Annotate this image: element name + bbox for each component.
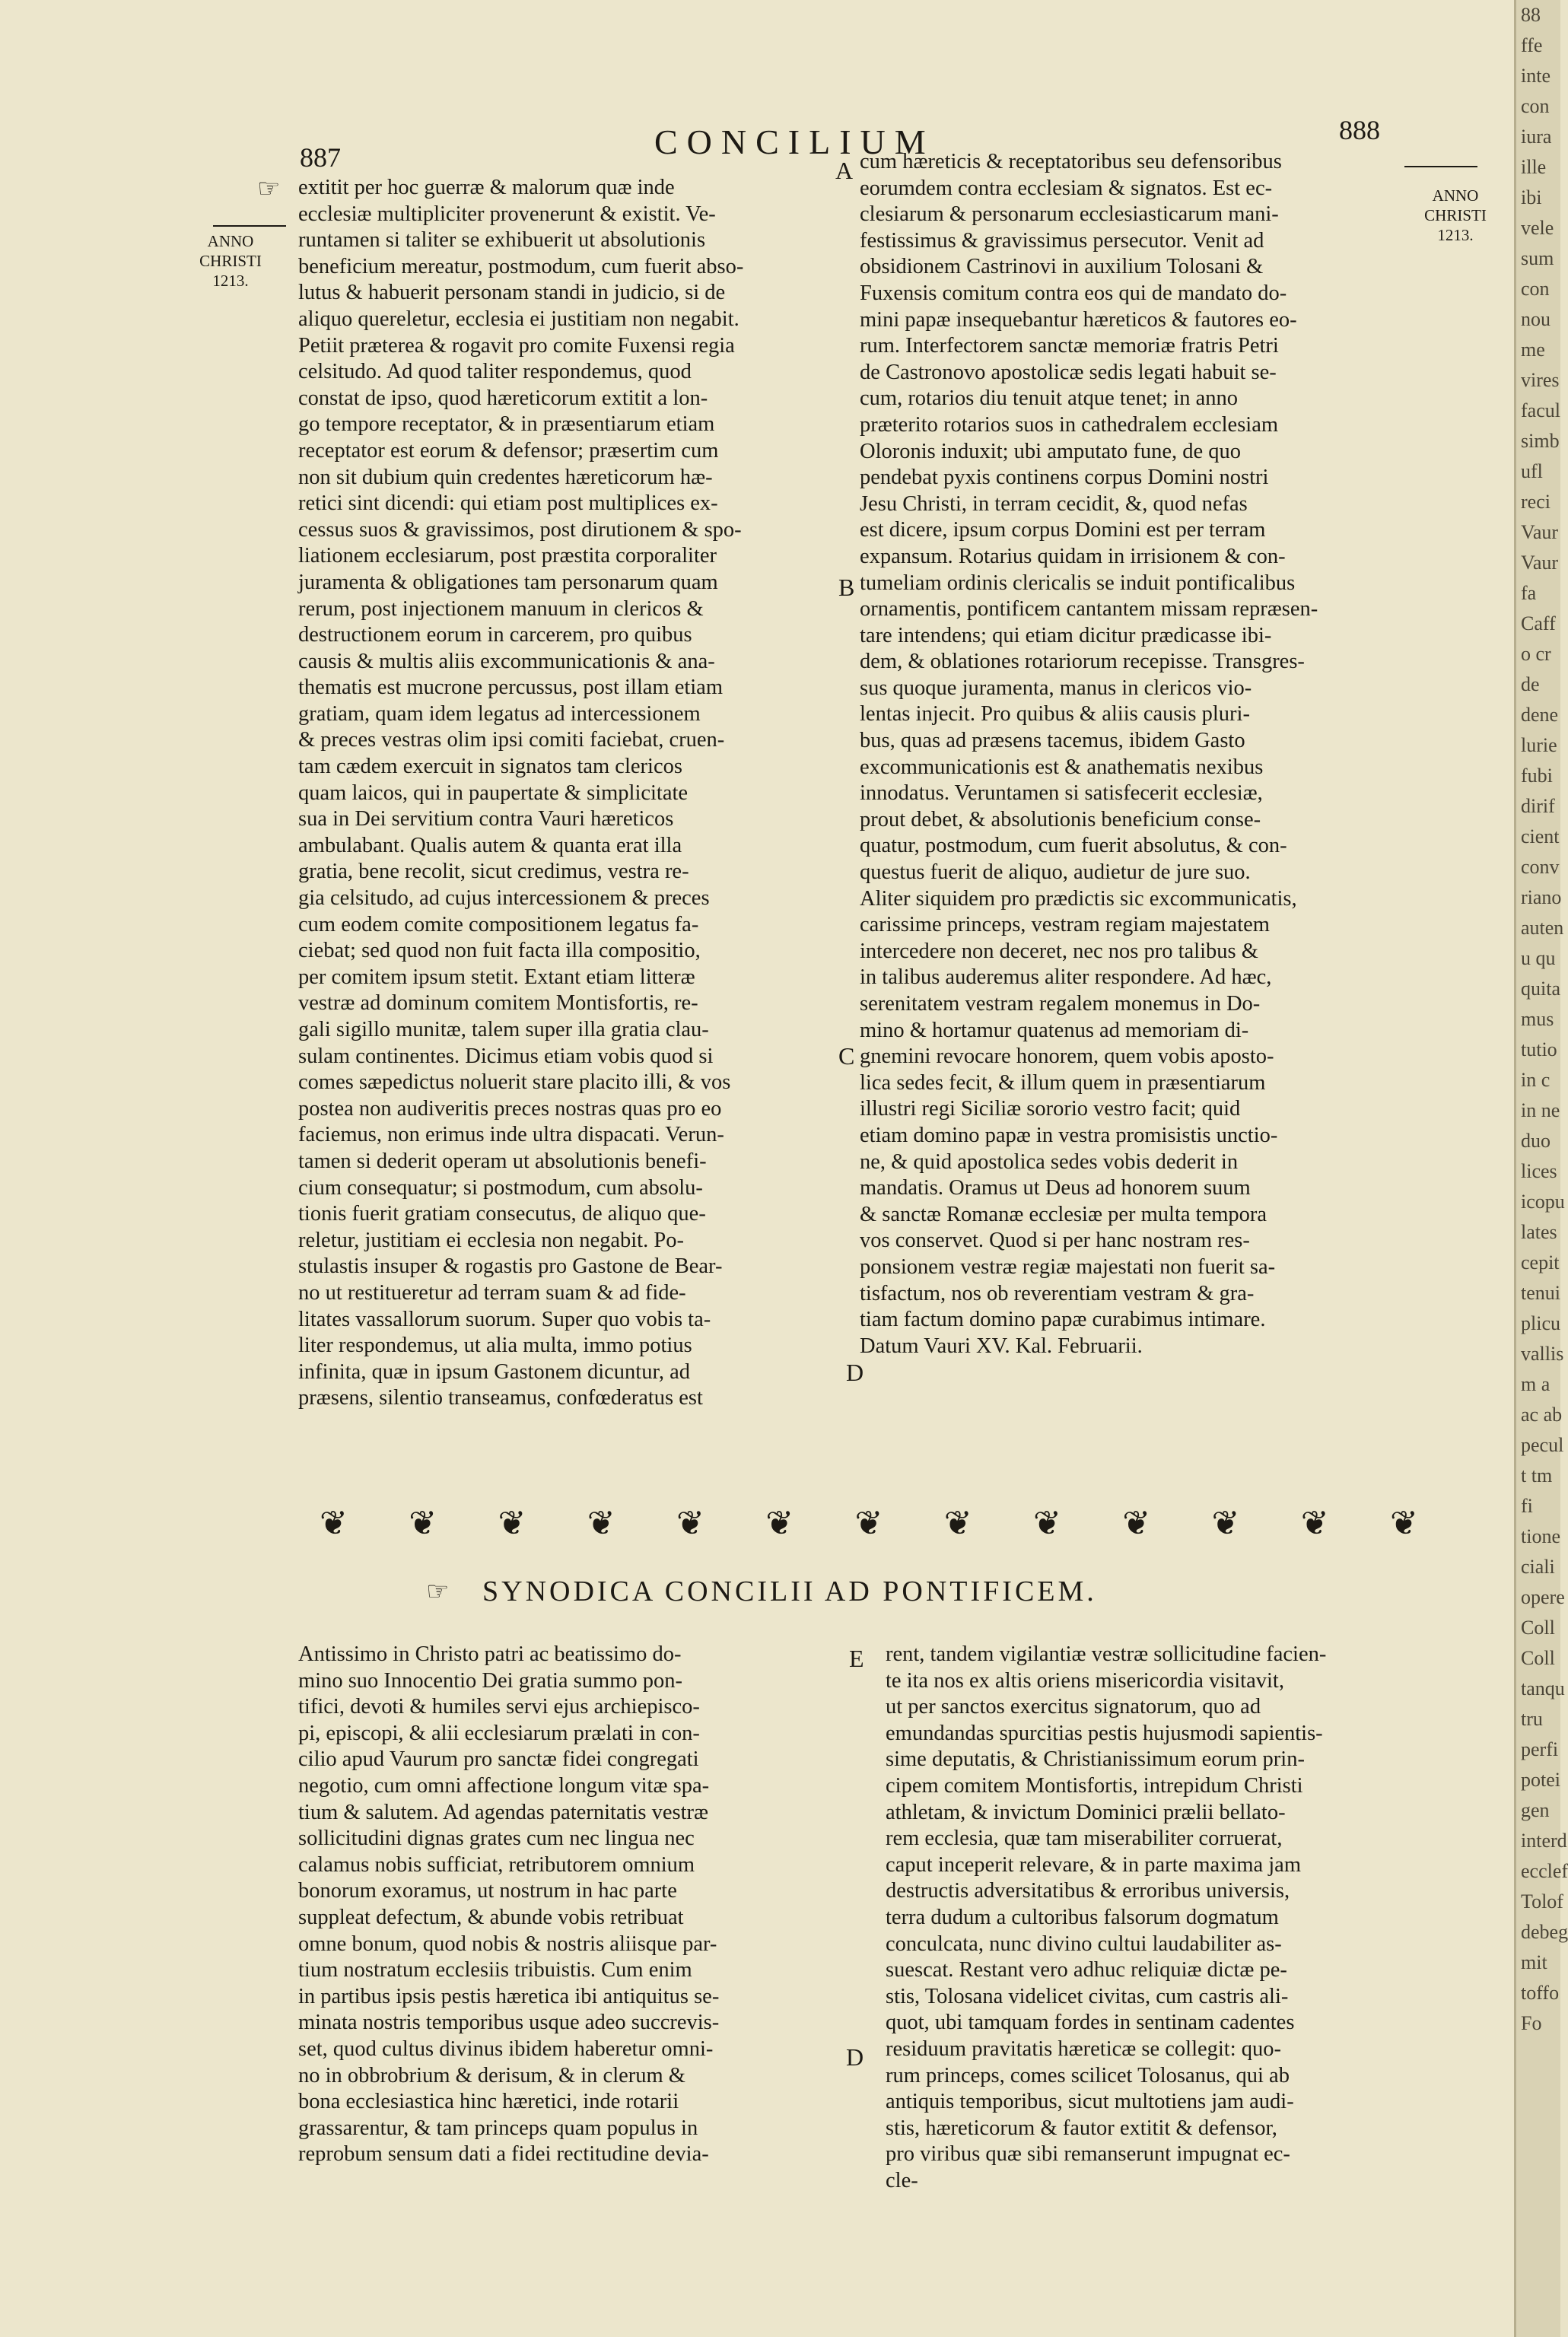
text-line: tiam factum domino papæ curabimus intimare. [860,1308,1266,1332]
text-line: ecclesiæ multipliciter provenerunt & existit. Ve- [298,202,716,226]
text-line: in talibus auderemus aliter respondere. Ad hæc, [860,965,1272,990]
text-line: ambulabant. Qualis autem & quanta erat illa [298,833,682,857]
text-line: rem ecclesia, quæ tam miserabiliter corruerat, [886,1827,1283,1851]
text-line: stulastis insuper & rogastis pro Gastone de Bear- [298,1254,723,1279]
text-line: gnemini revocare honorem, quem vobis aposto- [860,1044,1274,1069]
edge-fragment: cient [1521,825,1560,847]
edge-fragment: vele [1521,217,1554,239]
text-line: in partibus ipsis pestis hæretica ibi antiquitus se- [298,1984,720,2008]
edge-fragment: sum [1521,247,1554,269]
edge-fragment: me [1521,339,1545,361]
edge-fragment: perfi [1521,1738,1559,1760]
text-line: Antissimo in Christo patri ac beatissimo do- [298,1642,682,1666]
text-line: litates vassallorum suorum. Super quo vobis ta- [298,1307,711,1331]
text-line: bus, quas ad præsens tacemus, ibidem Gasto [860,729,1245,753]
text-line: tam cædem exercuit in signatos tam clericos [298,755,682,779]
text-line: quam laicos, qui in paupertate & simplicitate [298,781,689,805]
edge-fragment: t tm [1521,1464,1553,1486]
edge-fragment: con [1521,278,1550,300]
edge-fragment: tru [1521,1708,1543,1730]
text-line: faciemus, non erimus inde ultra dispacati. Verun- [298,1123,724,1147]
text-line: non sit dubium quin credentes hæreticorum hæ- [298,465,713,489]
edge-fragment: ibi [1521,186,1542,208]
text-line: dem, & oblationes rotariorum recepisse. Transgres- [860,650,1305,674]
edge-fragment: quita [1521,978,1560,1000]
edge-fragment: in ne [1521,1099,1560,1121]
edge-fragment: lurie [1521,734,1557,756]
lower-left-column [298,1642,860,2168]
text-line: infinita, quæ in ipsum Gastonem dicuntur, ad [298,1359,690,1384]
edge-fragment: u qu [1521,947,1556,969]
text-line: serenitatem vestram regalem monemus in Do- [860,992,1261,1016]
text-line: vestræ ad dominum comitem Montisfortis, re- [298,991,698,1016]
text-line: runtamen si taliter se exhibuerit ut absolutionis [298,228,706,253]
section-marker-e: E [849,1645,864,1672]
section-heading: SYNODICA CONCILII AD PONTIFICEM. [482,1575,1097,1607]
text-line: innodatus. Veruntamen si satisfecerit ecclesiæ, [860,781,1263,806]
edge-fragment: ufl [1521,460,1543,482]
text-line: causis & multis aliis excommunicationis & ana- [298,649,715,673]
text-line: pro viribus quæ sibi remanserunt impugnat ec- [886,2142,1290,2167]
fleuron-icon: ❦ [498,1504,523,1542]
text-line: negotio, cum omni affectione longum vitæ spa- [298,1773,710,1798]
edge-fragment: Caff [1521,612,1556,634]
edge-fragment: cepit [1521,1251,1560,1273]
text-line: mino suo Innocentio Dei gratia summo pon- [298,1668,682,1693]
text-line: suescat. Restant vero adhuc reliquiæ dictæ pe- [886,1958,1287,1982]
text-line: bona ecclesiastica hinc hæretici, inde rotarii [298,2090,679,2114]
text-line: sua in Dei servitium contra Vauri hæreticos [298,807,674,831]
edge-fragment: tanqu [1521,1677,1565,1699]
fleuron-icon: ❦ [1300,1504,1326,1542]
edge-fragment: potei [1521,1769,1560,1791]
edge-fragment: interd [1521,1830,1567,1852]
text-line: tifici, devoti & humiles servi ejus archiepisco- [298,1695,700,1719]
text-line: caput inceperit relevare, & in parte maxima jam [886,1852,1301,1877]
text-line: thematis est mucrone percussus, post illam etiam [298,676,724,700]
section-marker-d-lower: D [846,2043,864,2071]
fleuron-icon: ❦ [854,1504,880,1542]
edge-fragment: riano [1521,886,1562,908]
fleuron-icon: ❦ [587,1504,612,1542]
text-line: est dicere, ipsum corpus Domini est per terram [860,518,1266,542]
text-line: lutus & habuerit personam standi in judicio, si de [298,281,726,305]
edge-fragment: Vaur [1521,552,1559,574]
text-line: Jesu Christi, in terram cecidit, &, quod nefas [860,491,1248,516]
text-line: gratia, bene recolit, sicut credimus, vestra re- [298,860,689,884]
edge-fragment: m a [1521,1373,1551,1395]
text-line: antiquis temporibus, sicut multotiens jam audi- [886,2090,1294,2114]
text-line: sime deputatis, & Christianissimum eorum prin- [886,1747,1305,1772]
text-line: & sanctæ Romanæ ecclesiæ per multa tempora [860,1202,1267,1226]
text-line: set, quod cultus divinus ibidem haberetur omni- [298,2037,714,2061]
edge-fragment: lices [1521,1160,1557,1182]
margin-note-right: ANNO CHRISTI 1213. [1424,186,1487,244]
text-line: de Castronovo apostolicæ sedis legati habuit se- [860,360,1277,384]
text-line: eorumdem contra ecclesiam & signatos. Est ec- [860,176,1273,200]
edge-fragment: 88 [1521,4,1541,26]
section-marker-a: A [835,157,854,184]
text-line: mini papæ insequebantur hæreticos & fautores eo- [860,307,1297,332]
text-line: postea non audiveritis preces nostras quas pro eo [298,1096,722,1121]
edge-fragment: mit [1521,1951,1547,1973]
text-line: minata nostris temporibus usque adeo succrevis- [298,2011,720,2035]
edge-fragment: in c [1521,1069,1551,1091]
right-page-number: 888 [1339,115,1380,145]
text-line: sulam continentes. Dicimus etiam vobis quod si [298,1044,714,1068]
text-line: stis, Tolosana videlicet civitas, cum castris ali- [886,1984,1289,2008]
text-line: mino & hortamur quatenus ad memoriam di- [860,1018,1249,1042]
edge-fragment: fubi [1521,765,1553,787]
edge-fragment: lates [1521,1221,1557,1243]
edge-fragment: inte [1521,65,1551,87]
text-line: ornamentis, pontificem cantantem missam repræsen- [860,597,1318,622]
text-line: pendebat pyxis continens corpus Domini nostri [860,466,1269,490]
text-line: liter respondemus, ut alia multa, immo potius [298,1334,692,1358]
edge-fragment: Fo [1521,2012,1542,2034]
upper-right-column [860,149,1407,1359]
text-line: per comitem ipsum stetit. Extant etiam litteræ [298,965,695,989]
text-line: residuum pravitatis hæreticæ se collegit: quo- [886,2037,1282,2061]
edge-fragment: simb [1521,430,1560,452]
text-line: excommunicationis est & anathematis nexibus [860,755,1264,779]
text-line: lentas injecit. Pro quibus & aliis causis pluri- [860,702,1250,727]
text-line: & preces vestras olim ipsi comiti faciebat, cruen- [298,728,725,752]
text-line: mandatis. Oramus ut Deus ad honorem suum [860,1176,1251,1200]
text-line: rent, tandem vigilantiæ vestræ sollicitudine facien- [886,1642,1327,1666]
text-line: destructionem eorum in carcerem, pro quibus [298,623,692,647]
text-line: go tempore receptator, & in præsentiarum etiam [298,412,715,437]
text-line: pi, episcopi, & alii ecclesiarum prælati in con- [298,1721,700,1745]
edge-fragment: dene [1521,704,1559,726]
edge-fragment: ffe [1521,34,1543,56]
text-line: tionis fuerit gratiam consecutus, de aliquo que- [298,1202,706,1226]
edge-fragment: iura [1521,126,1552,148]
text-line: Aliter siquidem pro prædictis sic excommunicatis, [860,886,1297,911]
text-line: ne, & quid apostolica sedes vobis dederit in [860,1149,1239,1174]
text-line: Datum Vauri XV. Kal. Februarii. [860,1334,1143,1358]
section-marker-d: D [846,1359,864,1386]
edge-fragment: pecul [1521,1434,1564,1456]
edge-fragment: tutio [1521,1038,1557,1060]
text-line: tium nostratum ecclesiis tribuistis. Cum enim [298,1958,692,1982]
text-line: destructis adversitatibus & erroribus universis, [886,1879,1290,1903]
text-line: stis, hæreticorum & fautor extitit & defensor, [886,2116,1277,2140]
text-line: omne bonum, quod nobis & nostris aliisque par- [298,1932,717,1956]
fleuron-icon: ❦ [676,1504,701,1542]
edge-fragment: reci [1521,491,1551,513]
edge-fragment: Coll [1521,1647,1555,1669]
text-line: tumeliam ordinis clericalis se induit pontificalibus [860,571,1296,595]
text-line: intercedere non deceret, nec nos pro talibus & [860,939,1258,963]
edge-fragment: nou [1521,308,1551,330]
text-line: expansum. Rotarius quidam in irrisionem & con- [860,544,1286,568]
edge-fragment: fa [1521,582,1537,604]
upper-left-column [298,175,835,1412]
text-line: cum hæreticis & receptatoribus seu defensoribus [860,150,1282,173]
text-line: rerum, post injectionem manuum in clericos & [298,596,704,621]
text-line: gia celsitudo, ad cujus intercessionem & preces [298,886,710,911]
text-line: questus fuerit de aliquo, audietur de jure suo. [860,860,1251,885]
text-line: tisfactum, nos ob reverentiam vestram & gra- [860,1281,1255,1305]
text-line: quatur, postmodum, cum fuerit absolutus, & con- [860,834,1287,858]
edge-fragment: tenui [1521,1282,1560,1304]
edge-fragment: ecclef [1521,1860,1568,1882]
text-line: tare intendens; qui etiam dicitur prædicasse ibi- [860,623,1272,647]
fleuron-icon: ❦ [409,1504,434,1542]
text-line: lica sedes fecit, & illum quem in præsentiarum [860,1070,1266,1095]
text-line: retici sint dicendi: qui etiam post multiplices ex- [298,491,718,516]
edge-fragment: ac ab [1521,1404,1563,1426]
running-title: CONCILIUM [654,122,935,161]
text-line: sus quoque juramenta, manus in clericos vio- [860,676,1252,700]
ornament-band [320,1500,1415,1546]
text-line: gratiam, quam idem legatus ad intercessionem [298,701,701,726]
text-line: cle- [886,2168,918,2192]
fleuron-icon: ❦ [765,1504,791,1542]
edge-fragment: vallis [1521,1343,1564,1365]
edge-fragment: o cr [1521,643,1551,665]
text-line: carissime princeps, vestram regiam majestatem [860,913,1270,937]
text-line: clesiarum & personarum ecclesiasticarum mani- [860,202,1279,227]
text-line: reletur, justitiam ei ecclesia non negabit. Po- [298,1228,684,1252]
margin-rule-right [1404,166,1477,167]
text-line: gali sigillo munitæ, talem super illa gratia clau- [298,1018,709,1041]
text-line: cum, rotarios diu tenuit atque tenet; in anno [860,386,1239,411]
edge-fragment: de [1521,673,1540,695]
text-line: liationem ecclesiarum, post præstita corporaliter [298,544,717,568]
edge-fragment: mus [1521,1008,1554,1030]
edge-fragment: gen [1521,1799,1550,1821]
text-line: ut per sanctos exercitus signatorum, quo ad [886,1695,1261,1719]
edge-fragment: auten [1521,917,1564,939]
text-line: te ita nos ex altis oriens misericordia visitavit, [886,1668,1284,1693]
text-line: cipem comitem Montisfortis, intrepidum Christi [886,1773,1303,1798]
edge-fragment: ille [1521,156,1547,178]
text-line: rum princeps, comes scilicet Tolosanus, qui ab [886,2063,1290,2087]
text-line: no in obbrobrium & derisum, & in clerum & [298,2063,685,2087]
text-line: etiam domino papæ in vestra promisistis unctio- [860,1123,1278,1147]
text-line: comes sæpedictus noluerit stare placito illi, & vos [298,1070,731,1095]
text-line: tamen si dederit operam ut absolutionis benefi- [298,1149,707,1173]
text-line: Oloronis induxit; ubi amputato fune, de quo [860,439,1242,463]
section-marker-b: B [838,574,855,601]
text-line: emundandas spurcitias pestis hujusmodi sapientis- [886,1721,1323,1745]
fleuron-icon: ❦ [1390,1504,1415,1542]
edge-fragment: ciali [1521,1556,1555,1578]
margin-note-left: ANNO CHRISTI 1213. [199,232,262,290]
edge-fragment: Coll [1521,1617,1555,1639]
edge-fragment: plicu [1521,1312,1560,1334]
text-line: constat de ipso, quod hæreticorum extitit a lon- [298,386,708,410]
text-line: grassarentur, & tam princeps quam populus in [298,2116,698,2140]
text-line: tium & salutem. Ad agendas paternitatis vestræ [298,1800,709,1824]
text-line: juramenta & obligationes tam personarum quam [298,570,718,594]
text-line: terra dudum a cultoribus falsorum dogmatum [886,1905,1279,1929]
pointing-hand-icon: ☞ [257,175,281,203]
text-line: bonorum exoramus, ut nostrum in hac parte [298,1879,677,1903]
text-line: festissimus & gravissimus persecutor. Venit ad [860,228,1264,253]
text-line: obsidionem Castrinovi in auxilium Tolosani & [860,255,1264,279]
fleuron-icon: ❦ [1033,1504,1058,1542]
text-line: cium consequatur; si postmodum, cum absolu- [298,1175,703,1200]
pointing-hand-icon-heading: ☞ [426,1578,450,1606]
text-line: extitit per hoc guerræ & malorum quæ inde [298,176,675,199]
fleuron-icon: ❦ [320,1504,345,1542]
text-line: conculcata, nunc divino cultui laudabiliter as- [886,1932,1282,1956]
fleuron-icon: ❦ [1122,1504,1148,1542]
text-line: cessus suos & gravissimos, post dirutionem & spo- [298,517,742,542]
text-line: aliquo quereletur, ecclesia ei justitiam non negabit. [298,307,739,331]
left-page-number: 887 [300,142,341,173]
text-line: prout debet, & absolutionis beneficium conse- [860,807,1261,831]
edge-fragment: conv [1521,856,1560,878]
text-line: athletam, & invictum Dominici prælii bellato- [886,1800,1286,1824]
edge-fragment: con [1521,95,1550,117]
text-line: celsitudo. Ad quod taliter respondemus, quod [298,360,692,384]
edge-fragment: duo [1521,1130,1551,1152]
text-line: no ut restitueretur ad terram suam & ad fide- [298,1280,686,1305]
text-line: illustri regi Siciliæ sororio vestro facit; quid [860,1097,1241,1121]
text-line: suppleat defectum, & abunde vobis retribuat [298,1905,684,1929]
edge-fragment: Vaur [1521,521,1559,543]
edge-fragment: opere [1521,1586,1565,1608]
text-line: rum. Interfectorem sanctæ memoriæ fratris Petri [860,334,1279,358]
fleuron-icon: ❦ [943,1504,969,1542]
section-marker-c: C [838,1042,855,1070]
edge-fragment: icopu [1521,1191,1565,1213]
edge-fragment: fi [1521,1495,1533,1517]
text-line: Petiit præterea & rogavit pro comite Fuxensi regia [298,333,735,358]
edge-fragment: Tolof [1521,1890,1563,1913]
lower-right-column [886,1642,1441,2194]
text-line: beneficium mereatur, postmodum, cum fuerit abso- [298,254,744,278]
edge-fragment: dirif [1521,795,1555,817]
margin-rule-left [213,225,286,227]
text-line: præterito rotarios suos in cathedralem ecclesiam [860,412,1279,437]
text-line: ciebat; sed quod non fuit facta illa compositio, [298,939,701,963]
text-line: ponsionem vestræ regiæ majestati non fuerit sa- [860,1254,1276,1279]
edge-fragment: toffo [1521,1982,1560,2004]
text-line: præsens, silentio transeamus, confœderatus est [298,1386,703,1410]
text-line: sollicitudini dignas grates cum nec lingua nec [298,1827,695,1851]
text-line: reprobum sensum dati a fidei rectitudine devia- [298,2142,709,2167]
text-line: vos conservet. Quod si per hanc nostram res- [860,1229,1250,1253]
edge-fragment: tione [1521,1525,1560,1547]
text-line: receptator est eorum & defensor; præsertim cum [298,438,719,463]
edge-fragment: vires [1521,369,1560,391]
fleuron-icon: ❦ [1211,1504,1237,1542]
edge-fragment: facul [1521,399,1560,421]
text-line: calamus nobis sufficiat, retributorem omnium [298,1852,695,1877]
text-line: quot, ubi tamquam fordes in sentinam cadentes [886,2011,1295,2035]
text-line: cum eodem comite compositionem legatus fa- [298,912,699,936]
edge-fragment: debeg [1521,1921,1568,1943]
adjacent-page-edge [1514,0,1568,2337]
text-line: cilio apud Vaurum pro sanctæ fidei congregati [298,1747,699,1772]
text-line: Fuxensis comitum contra eos qui de mandato do- [860,281,1287,305]
